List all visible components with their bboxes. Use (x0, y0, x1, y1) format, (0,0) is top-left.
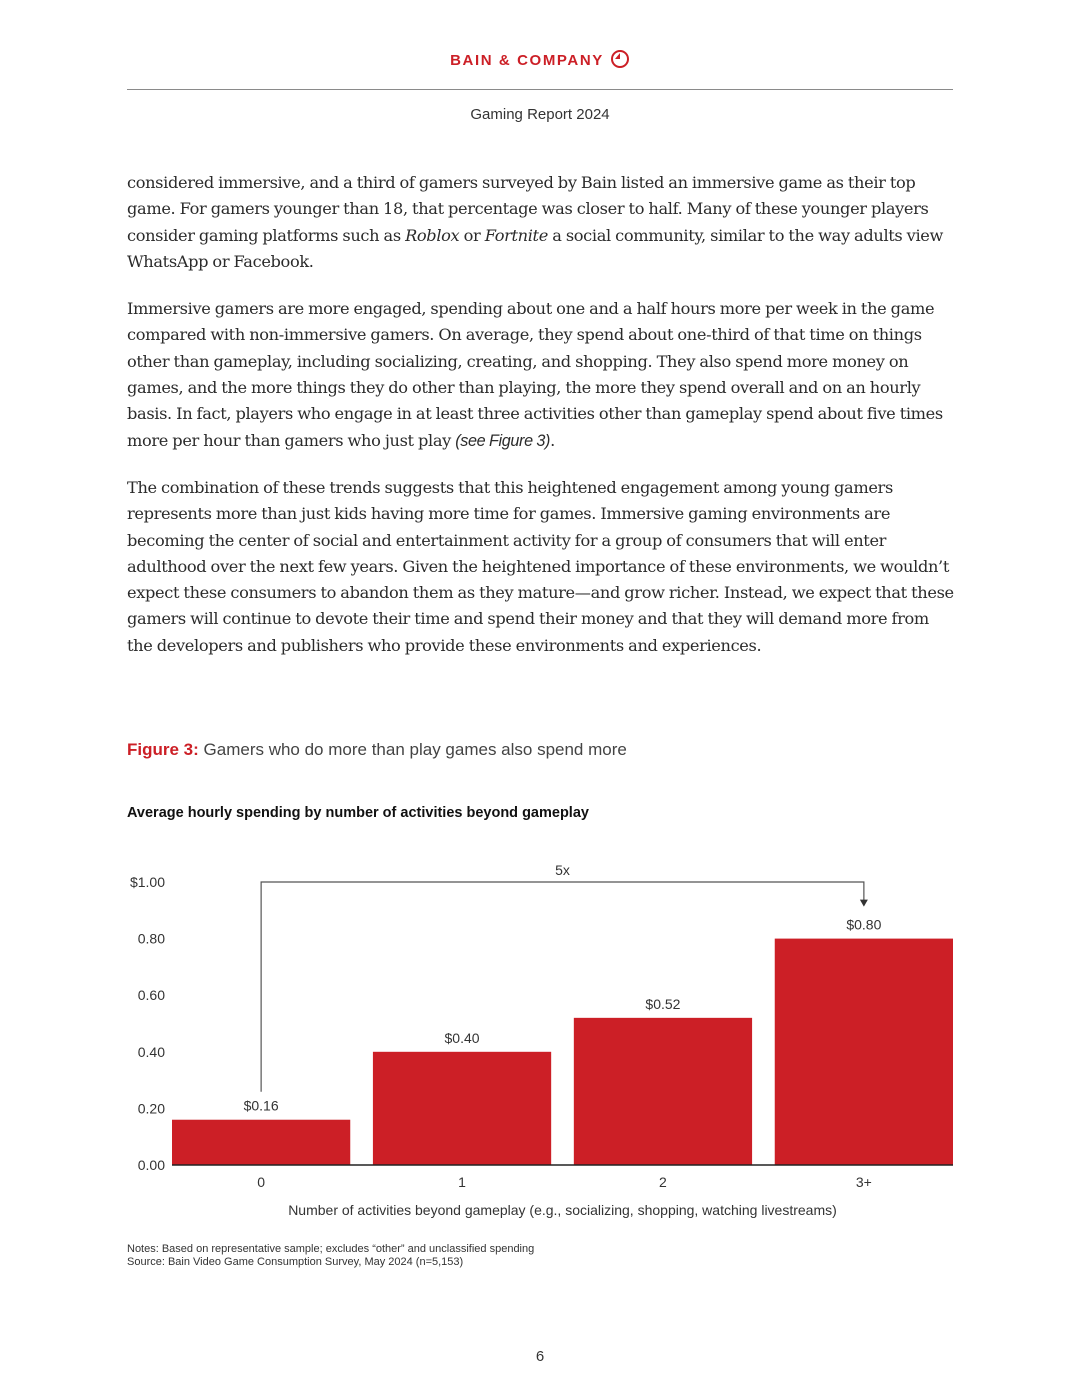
annotation-arrow-icon (860, 900, 868, 907)
data-label: $0.40 (444, 1029, 480, 1046)
annotation-bracket (261, 882, 864, 1092)
figure-title (127, 740, 627, 760)
y-tick-label: 0.40 (137, 1043, 165, 1060)
bar (373, 1052, 551, 1165)
bar (574, 1018, 752, 1165)
y-tick-label: 0.00 (137, 1157, 165, 1173)
notes-text: Notes: Based on representative sample; excludes “other” and unclassified spending (127, 1243, 535, 1255)
report-title: Gaming Report 2024 (470, 106, 610, 123)
bar (172, 1120, 350, 1165)
x-tick-label: 1 (458, 1174, 466, 1190)
x-tick-label: 3+ (855, 1174, 872, 1190)
x-tick-label: 2 (659, 1174, 667, 1190)
brand-header (0, 49, 1080, 69)
annotation-label: 5x (555, 862, 570, 878)
source-text: Source: Bain Video Game Consumption Survey, May 2024 (n=5,153) (127, 1256, 464, 1268)
chart-notes (127, 1243, 534, 1269)
figure-number: Figure 3: (127, 740, 199, 759)
body-text (127, 170, 957, 680)
bain-logo-icon (610, 49, 630, 69)
y-tick-label: 0.60 (137, 987, 165, 1004)
x-axis-label: Number of activities beyond gameplay (e.g., socializing, shopping, watching livestreams) (288, 1202, 837, 1218)
data-label: $0.52 (645, 995, 681, 1012)
chart-title: Average hourly spending by number of activities beyond gameplay (127, 805, 589, 821)
bar (775, 939, 953, 1165)
paragraph-3: The combination of these trends suggests that this heightened engagement among young gamers represents more than just kids having more time for games. Immersive gaming environments are becoming the center of social and entertainment activity for a group of consumers that will enter adulthood over the next few years. Given the heightened importance of these environments, we wouldn’t expect these consumers to abandon them as they mature—and grow richer. Instead, we expect that these gamers will continue to devote their time and spend their money and that they will demand more from the developers and publishers who provide these environments and experiences. (127, 477, 954, 655)
brand-name: BAIN & COMPANY (450, 52, 604, 69)
paragraph-2: Immersive gamers are more engaged, spending about one and a half hours more per week in the game compared with non-immersive gamers. On average, they spend about one-third of that time on things other than gameplay, including socializing, creating, and shopping. They also spend more money on games, and the more things they do other than playing, the more they spend overall and on an hourly basis. In fact, players who engage in at least three activities other than gameplay spend about five times more per hour than gamers who just play (see Figure 3). (127, 299, 943, 450)
paragraph-1: considered immersive, and a third of gamers surveyed by Bain listed an immersive game as their top game. For gamers younger than 18, that percentage was closer to half. Many of these younger players consider gaming platforms such as Roblox or Fortnite a social community, similar to the way adults view WhatsApp or Facebook. (127, 173, 944, 271)
x-tick-label: 0 (257, 1174, 266, 1190)
data-label: $0.16 (243, 1097, 279, 1114)
figure-reference: (see Figure 3) (455, 431, 551, 450)
y-tick-label: 0.20 (137, 1100, 165, 1117)
header-divider (127, 89, 953, 90)
page-number: 6 (535, 1348, 545, 1365)
y-tick-label: 0.80 (137, 930, 165, 947)
y-tick-label: $1.00 (129, 874, 165, 890)
data-label: $0.80 (846, 916, 882, 933)
figure-caption: Gamers who do more than play games also spend more (198, 740, 627, 759)
bar-chart (0, 850, 1080, 1230)
